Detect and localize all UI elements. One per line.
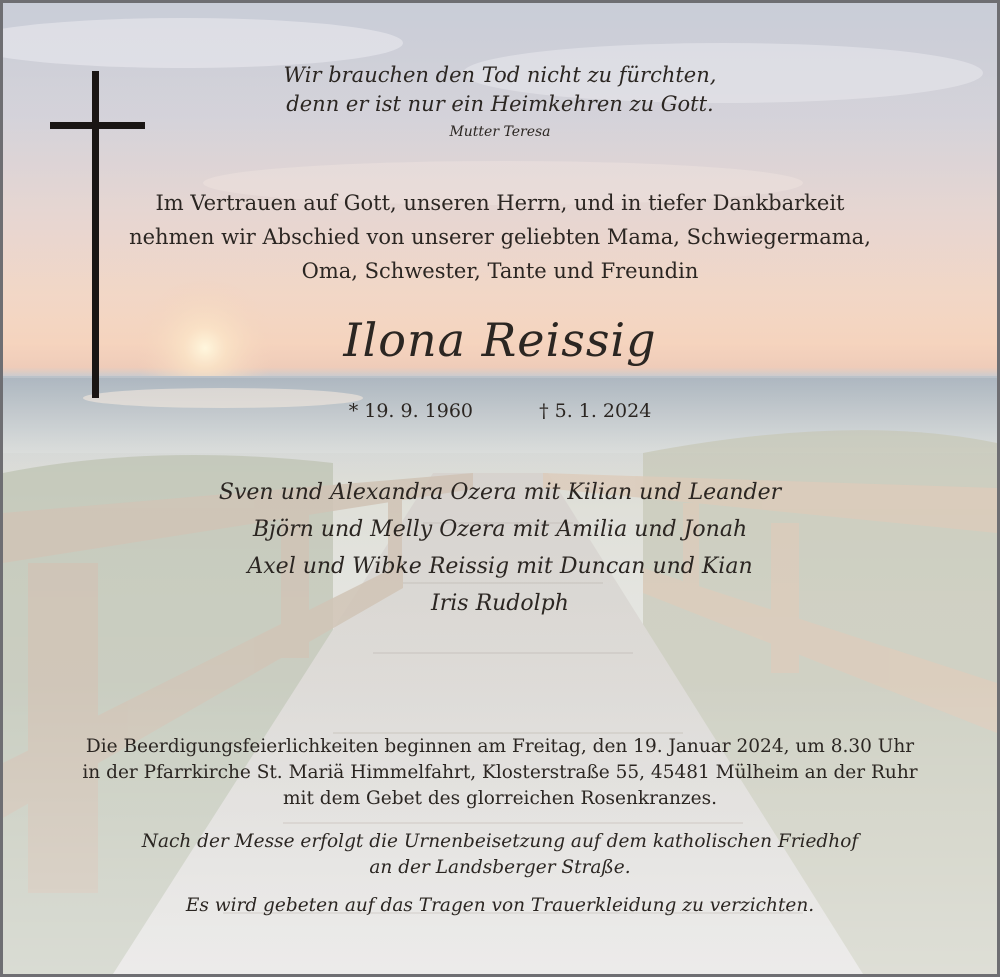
intro-line: Oma, Schwester, Tante und Freundin bbox=[301, 259, 699, 283]
funeral-notice bbox=[3, 734, 997, 812]
burial-notice bbox=[3, 829, 997, 881]
family-line: Iris Rudolph bbox=[431, 591, 569, 616]
deceased-name: Ilona Reissig bbox=[343, 313, 657, 367]
birth-date: * 19. 9. 1960 bbox=[348, 400, 474, 422]
death-date: † 5. 1. 2024 bbox=[539, 400, 652, 422]
intro-line: nehmen wir Abschied von unserer geliebten Mama, Schwiegermama, bbox=[129, 225, 871, 249]
intro-block bbox=[3, 186, 997, 288]
funeral-line: mit dem Gebet des glorreichen Rosenkranzes. bbox=[283, 788, 717, 809]
funeral-line: in der Pfarrkirche St. Mariä Himmelfahrt, Klosterstraße 55, 45481 Mülheim an der Ruhr bbox=[82, 762, 918, 783]
funeral-line: Die Beerdigungsfeierlichkeiten beginnen am Freitag, den 19. Januar 2024, um 8.30 Uhr bbox=[85, 736, 915, 757]
burial-line: Nach der Messe erfolgt die Urnenbeisetzung auf dem katholischen Friedhof bbox=[141, 831, 859, 852]
life-dates bbox=[3, 400, 997, 422]
quote-block bbox=[3, 61, 997, 119]
family-line: Björn und Melly Ozera mit Amilia und Jonah bbox=[252, 517, 748, 542]
burial-line: an der Landsberger Straße. bbox=[369, 857, 631, 878]
quote-line: denn er ist nur ein Heimkehren zu Gott. bbox=[286, 92, 714, 116]
family-line: Axel und Wibke Reissig mit Duncan und Kian bbox=[247, 554, 753, 579]
family-list bbox=[3, 474, 997, 622]
dress-code-request: Es wird gebeten auf das Tragen von Trauerkleidung zu verzichten. bbox=[185, 895, 815, 916]
family-line: Sven und Alexandra Ozera mit Kilian und Leander bbox=[218, 480, 782, 505]
quote-author: Mutter Teresa bbox=[449, 124, 551, 140]
quote-line: Wir brauchen den Tod nicht zu fürchten, bbox=[283, 63, 717, 87]
intro-line: Im Vertrauen auf Gott, unseren Herrn, und in tiefer Dankbarkeit bbox=[155, 191, 845, 215]
